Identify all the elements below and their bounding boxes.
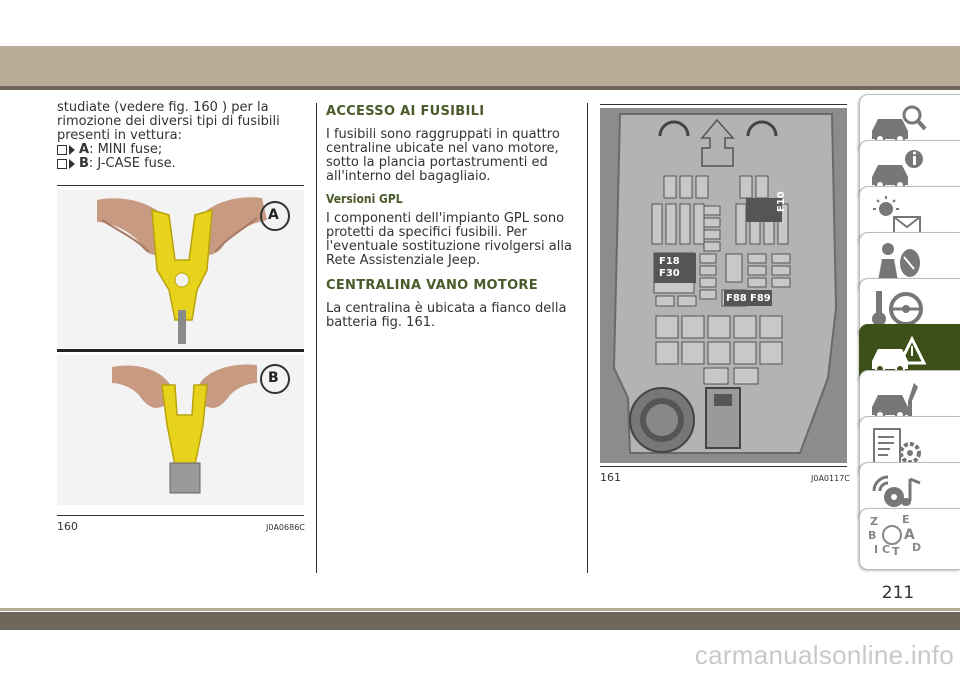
index-letter-d: D [912, 541, 922, 554]
figure-160-image-b [57, 355, 304, 505]
index-letter-b: B [868, 529, 877, 542]
fuse-label-f89: F89 [750, 293, 771, 304]
bullet-b-text: : J-CASE fuse. [88, 156, 176, 171]
figure-161-number: 161 [600, 471, 621, 484]
figure-160-code: J0A0686C [266, 523, 305, 532]
bullet-a-text: : MINI fuse; [89, 142, 163, 157]
middle-column [326, 104, 576, 338]
fuse-label-f18: F18 [659, 256, 680, 267]
column-divider-left [316, 103, 317, 573]
figure-161-bottom-rule [600, 466, 847, 467]
fuse-label-f10: F10 [776, 191, 787, 212]
column-divider-right [587, 103, 588, 573]
paragraph-centralina: La centralina è ubicata a fianco della batteria fig. 161. [326, 301, 567, 330]
left-column [57, 101, 307, 171]
paragraph-gpl: I componenti dell'impianto GPL sono protetti da specifici fusibili. Per l'eventuale sostituzione rivolgersi alla Rete Assistenziale Jeep. [326, 211, 572, 268]
index-letter-a: A [904, 527, 915, 543]
sidebar-tab-index[interactable] [859, 508, 960, 570]
figure-161-top-rule [600, 104, 847, 105]
bottom-decorative-line [0, 608, 960, 611]
index-letter-t: T [892, 545, 900, 558]
bullet-a-key: A [79, 142, 90, 157]
bottom-decorative-band [0, 612, 960, 630]
page-number: 211 [881, 583, 915, 603]
index-letter-i: I [874, 543, 879, 556]
figure-161-image [600, 108, 847, 463]
heading-accesso-fusibili: ACCESSO AI FUSIBILI [326, 104, 485, 119]
bullet-a [57, 143, 307, 157]
fuse-label-f30: F30 [659, 268, 680, 279]
figure-160-image-a [57, 190, 304, 348]
top-decorative-line [0, 86, 960, 90]
index-letter-z: Z [870, 515, 878, 528]
watermark-text: carmanualsonline.info [694, 640, 954, 670]
figure-separator [57, 349, 304, 352]
triangle-bullet-icon [69, 159, 75, 169]
bullet-b-key: B [79, 156, 89, 171]
fuse-label-f88: F88 [726, 293, 747, 304]
figure-160-number: 160 [57, 520, 78, 533]
subheading-versioni-gpl: Versioni GPL [326, 192, 403, 206]
top-decorative-band [0, 46, 960, 86]
intro-text: studiate (vedere fig. 160 ) per la rimozione dei diversi tipi di fusibili presenti in vettura: [57, 100, 280, 143]
triangle-bullet-icon [69, 145, 75, 155]
bullet-b [57, 157, 307, 171]
index-letter-e: E [902, 513, 910, 526]
paragraph-fusibili: I fusibili sono raggruppati in quattro centraline ubicate nel vano motore, sotto la plancia portastrumenti ed all'interno del bagagliaio. [326, 127, 560, 184]
figure-161-code: J0A0117C [811, 474, 850, 483]
index-letter-c: C [882, 543, 891, 556]
magnifier-icon [882, 525, 902, 545]
figure-top-rule [57, 185, 304, 186]
figure-label-b: B [268, 370, 279, 386]
checkbox-icon [57, 145, 67, 155]
figure-bottom-rule [57, 515, 304, 516]
figure-label-a: A [268, 207, 279, 223]
alphabetical-index-icon [868, 513, 924, 559]
heading-centralina: CENTRALINA VANO MOTORE [326, 278, 538, 293]
checkbox-icon [57, 159, 67, 169]
